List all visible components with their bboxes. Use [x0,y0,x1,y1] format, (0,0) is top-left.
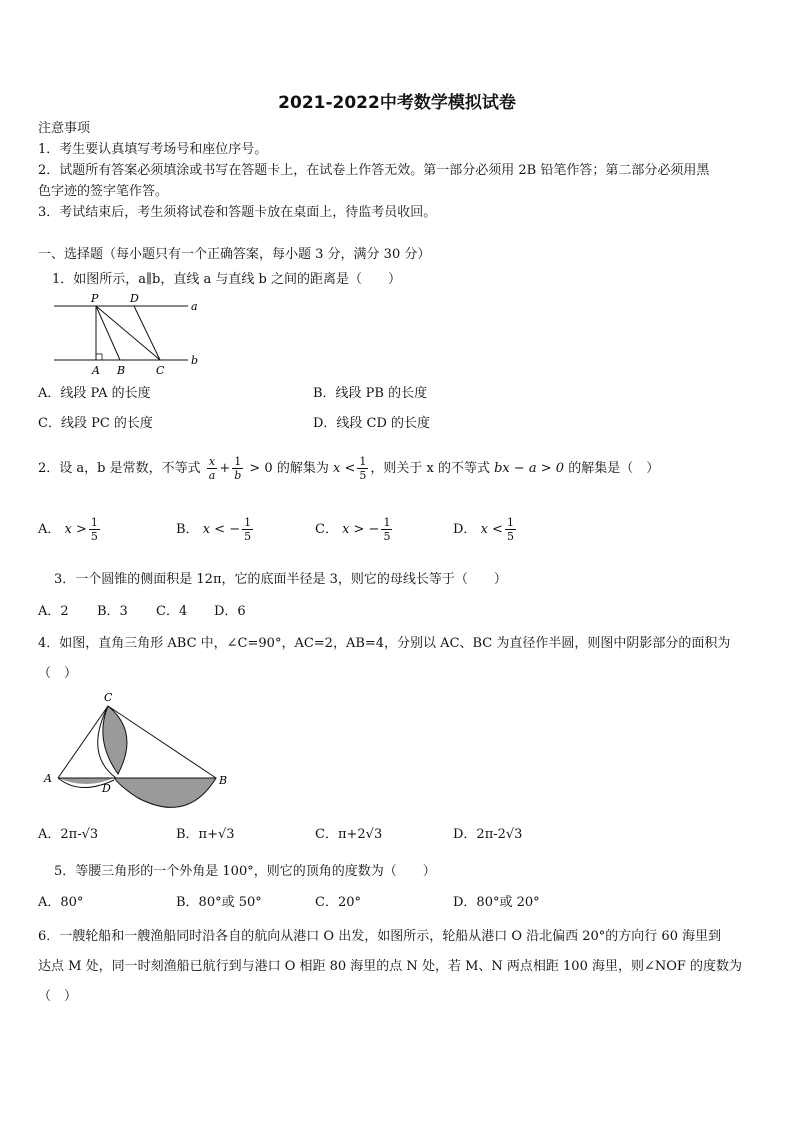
section-heading: 一、选择题（每小题只有一个正确答案，每小题 3 分，满分 30 分） [38,247,431,262]
figure-label: B [219,774,228,787]
question-6-stem: （ ） [38,989,78,1004]
figure-label: B [117,364,126,377]
figure-label: C [104,691,113,704]
question-5-stem: 5．等腰三角形的一个外角是 100°，则它的顶角的度数为（ ） [54,864,436,879]
question-4-stem: 4．如图，直角三角形 ABC 中，∠C=90°，AC=2，AB=4，分别以 AC、BC 为直径作半圆，则图中阴影部分的面积为 [38,636,731,651]
notice-item: 1．考生要认真填写考场号和座位序号。 [38,142,268,157]
figure-label: C [156,364,165,377]
figure-label: a [191,300,198,313]
option-b: B． x < − $\frac{1}{5}$ [176,516,252,543]
figure-label: A [44,772,52,785]
notice-heading: 注意事项 [38,121,91,136]
question-6-stem: 达点 M 处，同一时刻渔船已航行到与港口 O 相距 80 海里的点 N 处，若 M、N 两点相距 100 海里，则∠NOF 的度数为 [38,959,743,974]
figure-label: A [92,364,100,377]
figure-label: P [91,292,99,305]
option-c: C．20° [315,895,361,910]
figure-label: D [102,782,111,795]
option-a: A．2 [38,604,69,619]
option-a: A．2π-√3 [38,827,99,842]
question-6-stem: 6．一艘轮船和一艘渔船同时沿各自的航向从港口 O 出发，如图所示，轮船从港口 O 沿北偏西 20°的方向行 60 海里到 [38,929,722,944]
question-4-figure [38,688,238,808]
option-b: B．π+√3 [176,827,235,842]
option-d: D．80°或 20° [453,895,540,910]
option-c: C．π+2√3 [315,827,383,842]
notice-item: 2．试题所有答案必须填涂或书写在答题卡上，在试卷上作答无效。第一部分必须用 2B 铅笔作答；第二部分必须用黑 [38,163,710,178]
question-1-stem: 1．如图所示，a∥b，直线 a 与直线 b 之间的距离是（ ） [52,272,401,287]
option-a: A． x > $\frac{1}{5}$ [38,516,98,543]
question-3-stem: 3．一个圆锥的侧面积是 12π，它的底面半径是 3，则它的母线长等于（ ） [54,572,507,587]
option-d: D．2π-2√3 [453,827,523,842]
option-d: D． x < $\frac{1}{5}$ [453,516,514,543]
option-d: D．6 [214,604,246,619]
option-b: B．线段 PB 的长度 [313,386,428,401]
option-b: B．80°或 50° [176,895,262,910]
option-a: A．线段 PA 的长度 [38,386,151,401]
option-d: D．线段 CD 的长度 [313,416,431,431]
option-c: C．4 [156,604,188,619]
question-2-stem: 2．设 a，b 是常数，不等式 $\frac{x}{a}$ + $\frac{1}{b}$ > 0 的解集为 x < $\frac{1}{5}$ ，则关于 x 的不等式 bx − a > 0 的解集是（ ） [38,455,660,482]
option-c: C． x > − $\frac{1}{5}$ [315,516,391,543]
figure-label: D [130,292,139,305]
option-b: B．3 [97,604,128,619]
notice-item: 色字迹的签字笔作答。 [38,184,169,199]
question-1-figure [48,292,208,380]
notice-item: 3．考试结束后，考生须将试卷和答题卡放在桌面上，待监考员收回。 [38,205,437,220]
option-a: A．80° [38,895,84,910]
figure-label: b [191,354,199,367]
option-c: C．线段 PC 的长度 [38,416,153,431]
page-title: 2021-2022中考数学模拟试卷 [278,93,516,113]
question-4-stem-end: （ ） [38,666,78,681]
